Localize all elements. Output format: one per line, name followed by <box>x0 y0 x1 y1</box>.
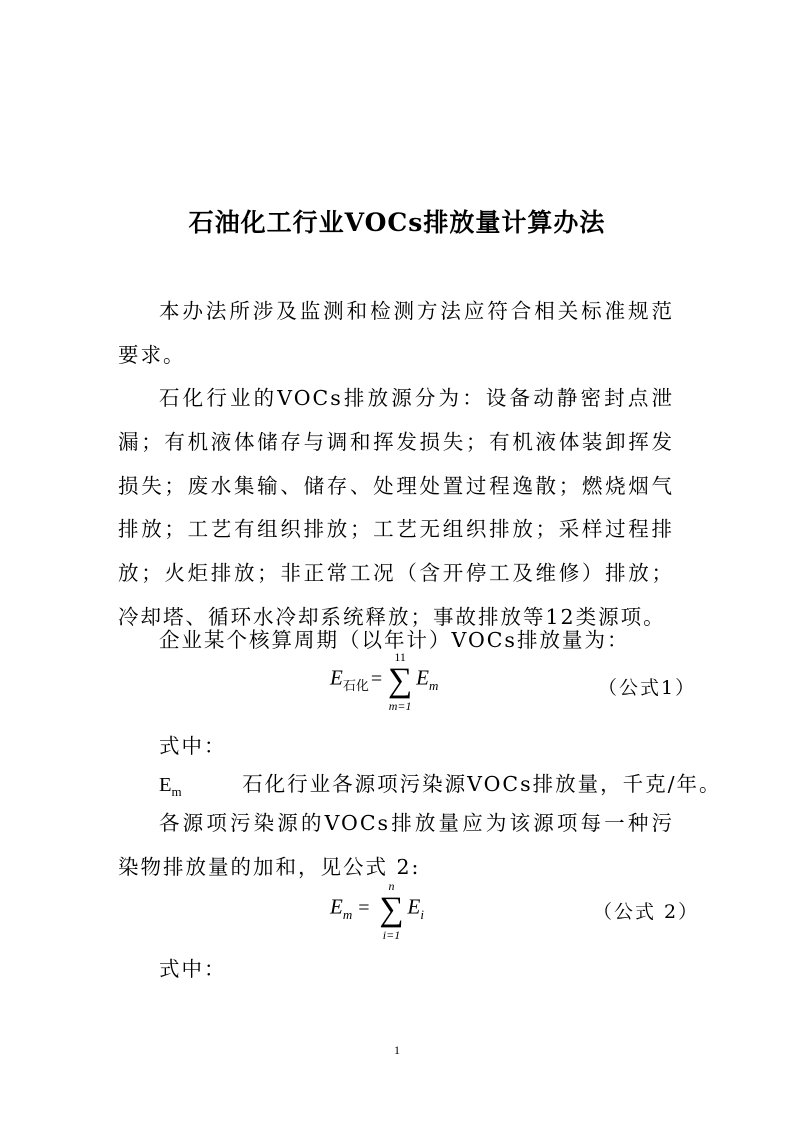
formula-2-label: （公式 2） <box>593 901 700 923</box>
page-number: 1 <box>394 1043 400 1057</box>
symbol-em-sub: m <box>171 784 182 799</box>
formula-2 <box>330 879 424 942</box>
paragraph-where-1: 式中： <box>159 734 227 758</box>
sigma-icon: ∑ <box>388 662 413 699</box>
formula-1 <box>330 650 439 713</box>
formula-2-rhs-sub: i <box>420 906 424 922</box>
symbol-em: E <box>159 774 172 796</box>
formula-1-label: （公式1） <box>598 677 697 699</box>
formula-1-sum-lower: m=1 <box>388 699 412 713</box>
formula-2-sum <box>378 879 406 942</box>
formula-2-lhs: E <box>330 894 343 919</box>
paragraph-scope: 本办法所涉及监测和检测方法应符合相关标准规范要求。 <box>118 299 674 367</box>
sigma-icon: ∑ <box>379 891 404 928</box>
page-title: 石油化工行业VOCs排放量计算办法 <box>188 208 606 237</box>
formula-2-lhs-sub: m <box>342 906 353 922</box>
formula-2-sum-lower: i=1 <box>382 928 401 942</box>
paragraph-source-sum: 各源项污染源的VOCs排放量应为该源项每一种污染物排放量的加和，见公式 2: <box>118 811 674 879</box>
formula-1-equals: = <box>370 667 383 690</box>
paragraph-annual-emission: 企业某个核算周期（以年计）VOCs排放量为： <box>159 628 630 652</box>
formula-1-sum <box>386 650 414 713</box>
symbol-definition <box>159 767 722 797</box>
paragraph-where-2: 式中： <box>159 957 227 981</box>
formula-2-sum-upper: n <box>388 879 395 893</box>
paragraph-emission-sources: 石化行业的VOCs排放源分为：设备动静密封点泄漏；有机液体储存与调和挥发损失；有机液体装卸挥发损失；废水集输、储存、处理处置过程逸散；燃烧烟气排放；工艺有组织排放；工艺无组织排放；采样过程排放；火炬排放；非正常工况（含开停工及维修）排放；冷却塔、循环水冷却系统释放；事故排放等12类源项。 <box>118 386 674 629</box>
formula-1-rhs: E <box>416 665 429 690</box>
formula-1-lhs-sub: 石化 <box>342 677 369 693</box>
formula-1-rhs-sub: m <box>428 677 439 693</box>
formula-1-sum-upper: 11 <box>394 650 406 664</box>
formula-2-rhs: E <box>407 894 421 919</box>
formula-1-lhs: E <box>330 665 343 690</box>
symbol-em-description: 石化行业各源项污染源VOCs排放量，千克/年。 <box>242 772 722 796</box>
formula-2-equals: = <box>358 896 370 919</box>
